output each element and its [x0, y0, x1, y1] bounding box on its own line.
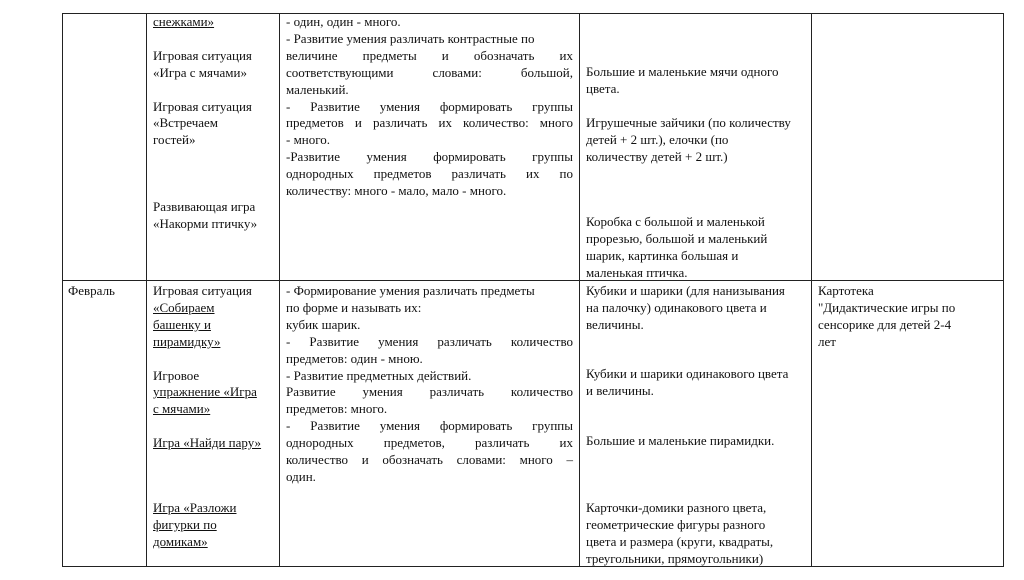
activity-title: «Накорми птичку»: [153, 215, 258, 231]
literature-line: лет: [818, 333, 836, 349]
material-line: Игрушечные зайчики (по количеству: [586, 114, 791, 130]
task-line: количеству: много - мало, мало - много.: [286, 183, 507, 199]
row2-materials-cell-pyramids: [586, 433, 808, 450]
row-border: [62, 566, 1004, 567]
material-line: прорезью, большой и маленький: [586, 230, 768, 246]
material-line: и величины.: [586, 382, 654, 398]
activity-title: гостей»: [153, 132, 196, 148]
material-line: Карточки-домики разного цвета,: [586, 500, 767, 515]
task-line: кубик шарик.: [286, 316, 361, 332]
activity-title: с мячами»: [153, 401, 211, 417]
row2-materials-cell-cards: [586, 500, 808, 568]
task-line: - много.: [286, 132, 331, 148]
column-border: [146, 13, 147, 567]
activity-title: упражнение «Игра: [153, 384, 257, 400]
row2-materials-cell: [586, 283, 808, 334]
task-line: - Развитие умения формировать группы: [286, 418, 573, 434]
row-border: [62, 280, 1004, 281]
material-line: величины.: [586, 316, 644, 332]
month-label: Февраль: [68, 283, 115, 298]
material-line: Кубики и шарики (для нанизывания: [586, 283, 785, 298]
column-border: [62, 13, 63, 567]
row1-materials-cell-box: [586, 214, 808, 282]
column-border: [279, 13, 280, 567]
row2-literature-cell: [818, 283, 1000, 351]
activity-title: Игра «Разложи: [153, 500, 237, 515]
activity-title: Игра «Найди пару»: [153, 435, 262, 451]
task-line: - Развитие умения различать количество: [286, 333, 573, 349]
activity-type: Игровая ситуация: [153, 283, 252, 298]
row2-activities-cell-sort: [153, 500, 275, 551]
row2-materials-cell-cubes: [586, 366, 808, 400]
material-line: геометрические фигуры разного: [586, 516, 766, 532]
activity-title: «Встречаем: [153, 115, 219, 131]
task-line: -Развитие умения формировать группы: [286, 149, 573, 165]
task-line: однородных предметов различать их по: [286, 166, 573, 182]
row1-activities-cell-game: [153, 199, 275, 233]
task-line: Развитие умения различать количество: [286, 384, 573, 400]
row1-materials-cell: [586, 64, 808, 165]
material-line: Кубики и шарики одинакового цвета: [586, 366, 789, 381]
material-line: маленькая птичка.: [586, 264, 688, 280]
material-line: Большие и маленькие пирамидки.: [586, 433, 775, 448]
task-line: - Развитие умения формировать группы: [286, 98, 573, 114]
task-line: - Развитие умения различать контрастные по: [286, 30, 535, 46]
literature-line: "Дидактические игры по: [818, 299, 956, 315]
task-line: предметов и различать их количество: много: [286, 115, 573, 131]
material-line: количеству детей + 2 шт.): [586, 148, 728, 164]
material-line: шарик, картинка большая и: [586, 247, 739, 263]
task-line: предметов: много.: [286, 401, 388, 417]
task-line: - один, один - много.: [286, 14, 401, 29]
row2-tasks-cell: [286, 283, 573, 486]
material-line: цвета и размера (круги, квадраты,: [586, 533, 774, 549]
column-border: [1003, 13, 1004, 567]
task-line: количество и обозначать словами: много –: [286, 452, 573, 468]
activity-type: Игровая ситуация: [153, 47, 252, 63]
row1-tasks-cell: [286, 14, 573, 200]
task-line: соответствующими словами: большой,: [286, 64, 573, 80]
month-cell: [68, 283, 144, 300]
material-line: детей + 2 шт.), елочки (по: [586, 131, 729, 147]
activity-type: Игровое: [153, 367, 200, 383]
material-line: цвета.: [586, 80, 620, 96]
material-line: треугольники, прямоугольники): [586, 550, 764, 566]
activity-title: «Собираем: [153, 299, 215, 315]
activity-title: «Игра с мячами»: [153, 64, 247, 80]
task-line: величине предметы и обозначать их: [286, 47, 573, 63]
task-line: однородных предметов, различать их: [286, 435, 573, 451]
column-border: [579, 13, 580, 567]
activity-title: домикам»: [153, 533, 208, 549]
task-line: по форме и называть их:: [286, 299, 422, 315]
activity-type: Игровая ситуация: [153, 98, 252, 114]
row2-activities-cell: [153, 283, 275, 452]
activity-title: башенку и: [153, 316, 211, 332]
task-line: - Развитие предметных действий.: [286, 367, 472, 383]
activity-title: снежками»: [153, 14, 215, 29]
material-line: Большие и маленькие мячи одного: [586, 64, 779, 79]
task-line: один.: [286, 468, 316, 484]
task-line: маленький.: [286, 81, 349, 97]
column-border: [811, 13, 812, 567]
row1-activities-cell: [153, 14, 275, 149]
activity-type: Развивающая игра: [153, 199, 256, 214]
activity-title: пирамидку»: [153, 333, 221, 349]
material-line: Коробка с большой и маленькой: [586, 214, 765, 229]
task-line: - Формирование умения различать предметы: [286, 283, 535, 298]
material-line: на палочку) одинакового цвета и: [586, 299, 767, 315]
activity-title: фигурки по: [153, 516, 217, 532]
task-line: предметов: один - мною.: [286, 350, 423, 366]
literature-line: Картотека: [818, 283, 874, 298]
literature-line: сенсорике для детей 2-4: [818, 316, 952, 332]
